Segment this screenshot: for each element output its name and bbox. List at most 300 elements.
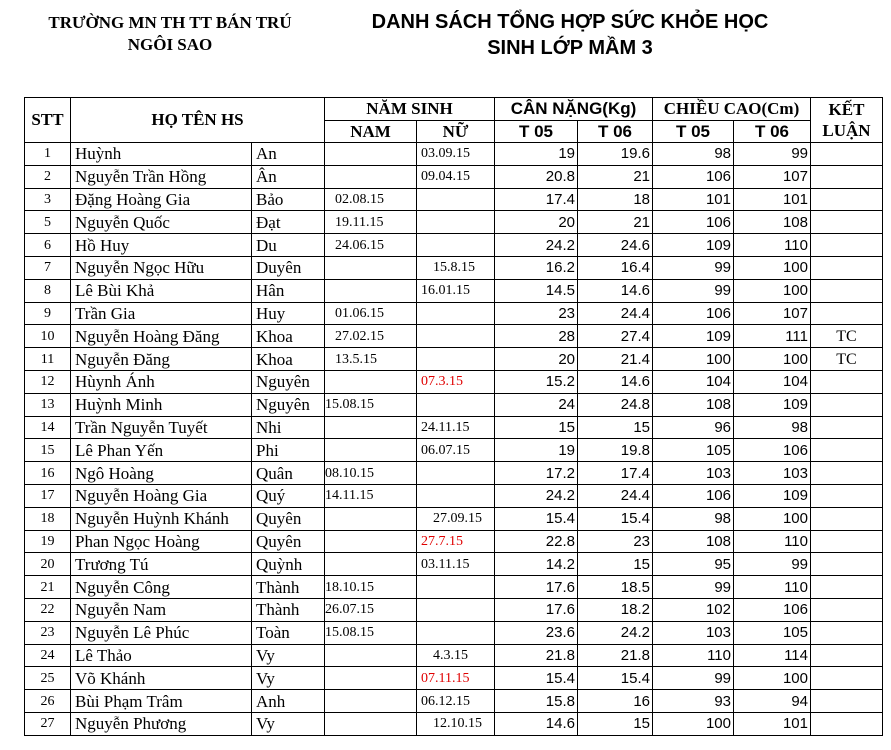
weight-t06: 15	[578, 416, 653, 439]
student-given-name: Bảo	[252, 188, 325, 211]
birth-date-female: 16.01.15	[417, 279, 495, 302]
weight-t05: 28	[495, 325, 578, 348]
height-t05: 98	[653, 507, 734, 530]
birth-date-male	[325, 712, 417, 735]
weight-t05: 21.8	[495, 644, 578, 667]
conclusion	[811, 302, 883, 325]
table-row	[25, 165, 883, 188]
student-given-name: Nhi	[252, 416, 325, 439]
weight-t06: 21	[578, 165, 653, 188]
height-t05: 104	[653, 370, 734, 393]
height-t06: 99	[734, 553, 811, 576]
weight-t05: 15	[495, 416, 578, 439]
weight-t06: 16.4	[578, 256, 653, 279]
weight-t05: 19	[495, 143, 578, 166]
table-row	[25, 507, 883, 530]
student-stt: 26	[25, 690, 71, 713]
student-given-name: Khoa	[252, 348, 325, 371]
student-stt: 9	[25, 302, 71, 325]
student-surname: Đặng Hoàng Gia	[71, 188, 252, 211]
student-given-name: Quỳnh	[252, 553, 325, 576]
weight-t06: 15.4	[578, 507, 653, 530]
table-row	[25, 256, 883, 279]
birth-date-male: 24.06.15	[325, 234, 417, 257]
height-t06: 106	[734, 598, 811, 621]
student-surname: Huỳnh Minh	[71, 393, 252, 416]
table-row	[25, 188, 883, 211]
table-row	[25, 667, 883, 690]
birth-date-male: 01.06.15	[325, 302, 417, 325]
height-t06: 110	[734, 530, 811, 553]
height-t06: 104	[734, 370, 811, 393]
student-surname: Lê Thảo	[71, 644, 252, 667]
height-t05: 106	[653, 165, 734, 188]
birth-date-female: 4.3.15	[417, 644, 495, 667]
weight-t06: 24.8	[578, 393, 653, 416]
height-t06: 111	[734, 325, 811, 348]
height-t05: 105	[653, 439, 734, 462]
birth-date-female	[417, 302, 495, 325]
student-surname: Nguyễn Công	[71, 576, 252, 599]
student-stt: 19	[25, 530, 71, 553]
birth-date-male: 13.5.15	[325, 348, 417, 371]
conclusion	[811, 484, 883, 507]
weight-t05: 20.8	[495, 165, 578, 188]
height-t05: 96	[653, 416, 734, 439]
weight-t06: 16	[578, 690, 653, 713]
conclusion	[811, 439, 883, 462]
height-t06: 100	[734, 667, 811, 690]
height-t06: 100	[734, 507, 811, 530]
conclusion	[811, 462, 883, 485]
birth-date-female	[417, 393, 495, 416]
student-stt: 23	[25, 621, 71, 644]
height-t06: 107	[734, 165, 811, 188]
height-t05: 101	[653, 188, 734, 211]
height-t06: 94	[734, 690, 811, 713]
student-surname: Trần Gia	[71, 302, 252, 325]
school-name-line1: TRƯỜNG MN TH TT BÁN TRÚ	[48, 13, 292, 32]
student-given-name: Quyên	[252, 507, 325, 530]
height-t05: 109	[653, 234, 734, 257]
student-given-name: Khoa	[252, 325, 325, 348]
student-surname: Hùynh Ánh	[71, 370, 252, 393]
table-row	[25, 234, 883, 257]
weight-t05: 15.2	[495, 370, 578, 393]
student-stt: 15	[25, 439, 71, 462]
weight-t05: 24.2	[495, 234, 578, 257]
header-nu: NỮ	[417, 121, 495, 143]
height-t06: 101	[734, 712, 811, 735]
student-stt: 10	[25, 325, 71, 348]
student-surname: Nguyễn Nam	[71, 598, 252, 621]
student-surname: Lê Bùi Khả	[71, 279, 252, 302]
header-ho-ten: HỌ TÊN HS	[71, 98, 325, 143]
student-surname: Nguyễn Huỳnh Khánh	[71, 507, 252, 530]
birth-date-female	[417, 462, 495, 485]
weight-t06: 21.4	[578, 348, 653, 371]
birth-date-female	[417, 211, 495, 234]
birth-date-female	[417, 576, 495, 599]
weight-t05: 17.6	[495, 598, 578, 621]
table-row	[25, 348, 883, 371]
birth-date-female: 27.09.15	[417, 507, 495, 530]
birth-date-male	[325, 667, 417, 690]
conclusion	[811, 211, 883, 234]
conclusion	[811, 690, 883, 713]
height-t05: 108	[653, 530, 734, 553]
student-given-name: Du	[252, 234, 325, 257]
birth-date-female	[417, 484, 495, 507]
weight-t06: 23	[578, 530, 653, 553]
height-t05: 100	[653, 348, 734, 371]
student-stt: 12	[25, 370, 71, 393]
height-t05: 99	[653, 576, 734, 599]
conclusion	[811, 712, 883, 735]
weight-t05: 24	[495, 393, 578, 416]
conclusion	[811, 279, 883, 302]
header-nam-sinh: NĂM SINH	[325, 98, 495, 121]
header-chieu-cao: CHIỀU CAO(Cm)	[653, 98, 811, 121]
student-stt: 14	[25, 416, 71, 439]
table-row	[25, 439, 883, 462]
height-t06: 103	[734, 462, 811, 485]
student-stt: 20	[25, 553, 71, 576]
student-given-name: Vy	[252, 667, 325, 690]
birth-date-male	[325, 644, 417, 667]
student-surname: Nguyễn Đăng	[71, 348, 252, 371]
height-t05: 100	[653, 712, 734, 735]
birth-date-male: 02.08.15	[325, 188, 417, 211]
student-surname: Trần Nguyễn Tuyết	[71, 416, 252, 439]
birth-date-male: 15.08.15	[325, 393, 417, 416]
height-t06: 100	[734, 279, 811, 302]
school-name-line2: NGÔI SAO	[127, 35, 213, 54]
student-stt: 6	[25, 234, 71, 257]
height-t05: 103	[653, 621, 734, 644]
weight-t06: 24.6	[578, 234, 653, 257]
student-given-name: Đạt	[252, 211, 325, 234]
student-rows	[25, 143, 883, 736]
birth-date-male: 19.11.15	[325, 211, 417, 234]
student-surname: Bùi Phạm Trâm	[71, 690, 252, 713]
student-stt: 11	[25, 348, 71, 371]
conclusion: TC	[811, 325, 883, 348]
header-stt: STT	[25, 98, 71, 143]
conclusion	[811, 256, 883, 279]
conclusion	[811, 598, 883, 621]
weight-t05: 17.2	[495, 462, 578, 485]
conclusion	[811, 507, 883, 530]
birth-date-male	[325, 530, 417, 553]
student-surname: Nguyễn Lê Phúc	[71, 621, 252, 644]
weight-t06: 21.8	[578, 644, 653, 667]
birth-date-female: 06.12.15	[417, 690, 495, 713]
birth-date-female: 03.09.15	[417, 143, 495, 166]
conclusion	[811, 370, 883, 393]
student-stt: 5	[25, 211, 71, 234]
student-surname: Trương Tú	[71, 553, 252, 576]
weight-t05: 17.6	[495, 576, 578, 599]
weight-t06: 24.4	[578, 484, 653, 507]
student-stt: 21	[25, 576, 71, 599]
header-can-nang-t06: T 06	[578, 121, 653, 143]
conclusion	[811, 165, 883, 188]
table-row	[25, 302, 883, 325]
header-ket-luan-line1: KẾT	[828, 100, 865, 119]
weight-t06: 27.4	[578, 325, 653, 348]
height-t05: 98	[653, 143, 734, 166]
student-given-name: Ân	[252, 165, 325, 188]
height-t06: 114	[734, 644, 811, 667]
conclusion	[811, 416, 883, 439]
height-t06: 100	[734, 256, 811, 279]
height-t06: 107	[734, 302, 811, 325]
weight-t05: 22.8	[495, 530, 578, 553]
height-t06: 100	[734, 348, 811, 371]
birth-date-male: 18.10.15	[325, 576, 417, 599]
weight-t06: 24.4	[578, 302, 653, 325]
student-surname: Huỳnh	[71, 143, 252, 166]
conclusion	[811, 576, 883, 599]
height-t05: 103	[653, 462, 734, 485]
table-row	[25, 393, 883, 416]
student-surname: Nguyễn Hoàng Đăng	[71, 325, 252, 348]
conclusion	[811, 234, 883, 257]
birth-date-male	[325, 279, 417, 302]
birth-date-male	[325, 553, 417, 576]
weight-t06: 18	[578, 188, 653, 211]
weight-t06: 14.6	[578, 370, 653, 393]
student-surname: Phan Ngọc Hoàng	[71, 530, 252, 553]
table-row	[25, 712, 883, 735]
student-stt: 16	[25, 462, 71, 485]
height-t06: 109	[734, 393, 811, 416]
conclusion	[811, 621, 883, 644]
conclusion	[811, 188, 883, 211]
header-ket-luan-line2: LUẬN	[822, 121, 871, 140]
height-t05: 93	[653, 690, 734, 713]
student-surname: Võ Khánh	[71, 667, 252, 690]
height-t05: 108	[653, 393, 734, 416]
table-row	[25, 416, 883, 439]
conclusion	[811, 553, 883, 576]
height-t05: 106	[653, 302, 734, 325]
conclusion: TC	[811, 348, 883, 371]
birth-date-female: 27.7.15	[417, 530, 495, 553]
student-surname: Nguyễn Quốc	[71, 211, 252, 234]
student-stt: 17	[25, 484, 71, 507]
student-given-name: Huy	[252, 302, 325, 325]
birth-date-female: 07.11.15	[417, 667, 495, 690]
student-stt: 24	[25, 644, 71, 667]
header-can-nang-t05: T 05	[495, 121, 578, 143]
student-surname: Nguyễn Trần Hồng	[71, 165, 252, 188]
birth-date-female: 06.07.15	[417, 439, 495, 462]
height-t06: 98	[734, 416, 811, 439]
height-t05: 99	[653, 256, 734, 279]
student-stt: 1	[25, 143, 71, 166]
student-stt: 3	[25, 188, 71, 211]
student-given-name: Thành	[252, 598, 325, 621]
height-t06: 105	[734, 621, 811, 644]
birth-date-female: 07.3.15	[417, 370, 495, 393]
student-surname: Nguyễn Phương	[71, 712, 252, 735]
height-t06: 101	[734, 188, 811, 211]
header-ket-luan	[811, 98, 883, 143]
student-given-name: Vy	[252, 644, 325, 667]
table-row	[25, 211, 883, 234]
weight-t06: 18.5	[578, 576, 653, 599]
height-t05: 95	[653, 553, 734, 576]
birth-date-male	[325, 256, 417, 279]
birth-date-male	[325, 439, 417, 462]
table-row	[25, 370, 883, 393]
height-t05: 99	[653, 667, 734, 690]
student-given-name: Quân	[252, 462, 325, 485]
student-given-name: Phi	[252, 439, 325, 462]
student-given-name: Hân	[252, 279, 325, 302]
student-stt: 27	[25, 712, 71, 735]
birth-date-female	[417, 598, 495, 621]
birth-date-female: 12.10.15	[417, 712, 495, 735]
weight-t05: 16.2	[495, 256, 578, 279]
weight-t06: 14.6	[578, 279, 653, 302]
student-stt: 7	[25, 256, 71, 279]
birth-date-male	[325, 416, 417, 439]
conclusion	[811, 644, 883, 667]
height-t06: 106	[734, 439, 811, 462]
birth-date-male: 15.08.15	[325, 621, 417, 644]
conclusion	[811, 530, 883, 553]
student-given-name: Anh	[252, 690, 325, 713]
student-stt: 25	[25, 667, 71, 690]
table-row	[25, 644, 883, 667]
birth-date-female	[417, 234, 495, 257]
weight-t05: 15.4	[495, 667, 578, 690]
birth-date-male: 14.11.15	[325, 484, 417, 507]
document-title	[330, 9, 810, 61]
height-t05: 106	[653, 211, 734, 234]
weight-t05: 23.6	[495, 621, 578, 644]
height-t05: 106	[653, 484, 734, 507]
birth-date-female	[417, 348, 495, 371]
header-nam: NAM	[325, 121, 417, 143]
birth-date-female: 24.11.15	[417, 416, 495, 439]
weight-t06: 17.4	[578, 462, 653, 485]
height-t06: 109	[734, 484, 811, 507]
height-t06: 110	[734, 576, 811, 599]
document-title-line2: SINH LỚP MẦM 3	[487, 37, 653, 59]
student-stt: 2	[25, 165, 71, 188]
weight-t05: 20	[495, 211, 578, 234]
weight-t06: 15	[578, 712, 653, 735]
height-t05: 99	[653, 279, 734, 302]
weight-t05: 23	[495, 302, 578, 325]
height-t05: 110	[653, 644, 734, 667]
height-t06: 108	[734, 211, 811, 234]
table-row	[25, 690, 883, 713]
birth-date-male	[325, 370, 417, 393]
height-t05: 109	[653, 325, 734, 348]
weight-t05: 17.4	[495, 188, 578, 211]
table-row	[25, 462, 883, 485]
birth-date-female: 09.04.15	[417, 165, 495, 188]
student-given-name: Nguyên	[252, 393, 325, 416]
birth-date-female	[417, 188, 495, 211]
student-surname: Hồ Huy	[71, 234, 252, 257]
height-t06: 99	[734, 143, 811, 166]
header-can-nang: CÂN NẶNG(Kg)	[495, 98, 653, 121]
weight-t05: 14.5	[495, 279, 578, 302]
student-stt: 18	[25, 507, 71, 530]
table-row	[25, 530, 883, 553]
birth-date-male: 27.02.15	[325, 325, 417, 348]
weight-t05: 15.4	[495, 507, 578, 530]
student-given-name: Toàn	[252, 621, 325, 644]
birth-date-male	[325, 690, 417, 713]
conclusion	[811, 143, 883, 166]
student-surname: Nguyễn Ngọc Hữu	[71, 256, 252, 279]
table-row	[25, 621, 883, 644]
height-t06: 110	[734, 234, 811, 257]
document-title-line1: DANH SÁCH TỔNG HỢP SỨC KHỎE HỌC	[371, 11, 769, 33]
student-given-name: Quyên	[252, 530, 325, 553]
table-row	[25, 325, 883, 348]
conclusion	[811, 667, 883, 690]
weight-t06: 19.8	[578, 439, 653, 462]
birth-date-female	[417, 325, 495, 348]
birth-date-female: 15.8.15	[417, 256, 495, 279]
birth-date-female: 03.11.15	[417, 553, 495, 576]
birth-date-female	[417, 621, 495, 644]
birth-date-male: 08.10.15	[325, 462, 417, 485]
weight-t05: 14.2	[495, 553, 578, 576]
birth-date-male	[325, 507, 417, 530]
birth-date-male: 26.07.15	[325, 598, 417, 621]
height-t05: 102	[653, 598, 734, 621]
conclusion	[811, 393, 883, 416]
weight-t05: 15.8	[495, 690, 578, 713]
student-given-name: Thành	[252, 576, 325, 599]
weight-t06: 24.2	[578, 621, 653, 644]
weight-t06: 15	[578, 553, 653, 576]
weight-t05: 20	[495, 348, 578, 371]
weight-t06: 19.6	[578, 143, 653, 166]
student-surname: Nguyễn Hoàng Gia	[71, 484, 252, 507]
health-summary-table	[24, 97, 883, 736]
student-stt: 13	[25, 393, 71, 416]
student-surname: Ngô Hoàng	[71, 462, 252, 485]
student-given-name: Nguyên	[252, 370, 325, 393]
student-given-name: Duyên	[252, 256, 325, 279]
header-chieu-cao-t06: T 06	[734, 121, 811, 143]
student-given-name: An	[252, 143, 325, 166]
student-stt: 8	[25, 279, 71, 302]
school-name	[20, 12, 320, 56]
table-row	[25, 598, 883, 621]
table-row	[25, 143, 883, 166]
table-row	[25, 576, 883, 599]
header-chieu-cao-t05: T 05	[653, 121, 734, 143]
table-row	[25, 553, 883, 576]
weight-t05: 19	[495, 439, 578, 462]
weight-t05: 24.2	[495, 484, 578, 507]
birth-date-male	[325, 165, 417, 188]
table-row	[25, 279, 883, 302]
weight-t06: 15.4	[578, 667, 653, 690]
student-stt: 22	[25, 598, 71, 621]
